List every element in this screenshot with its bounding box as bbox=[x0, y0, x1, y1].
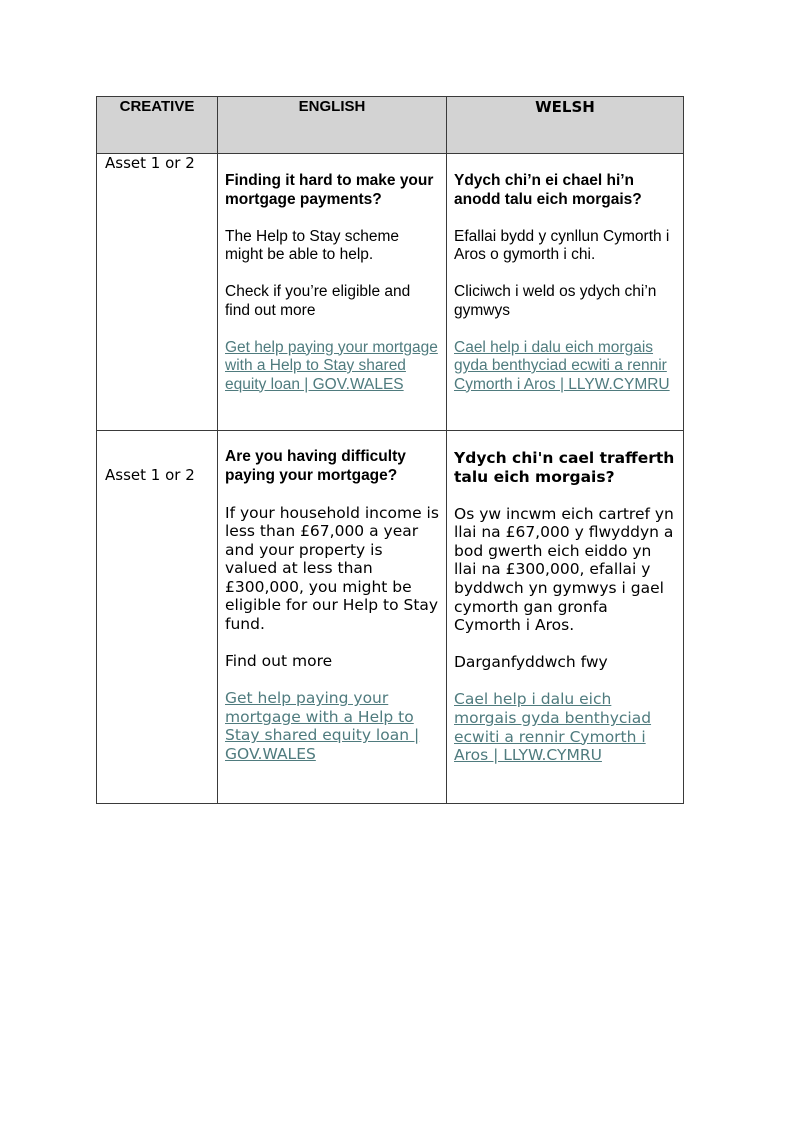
english-cell bbox=[218, 154, 447, 431]
creative-cell bbox=[97, 431, 218, 804]
creative-label: Asset 1 or 2 bbox=[105, 466, 195, 484]
welsh-heading: Ydych chi’n ei chael hi’n anodd talu eich morgais? bbox=[454, 172, 642, 208]
welsh-cta: Darganfyddwch fwy bbox=[454, 653, 608, 672]
header-welsh-label: WELSH bbox=[535, 98, 595, 116]
english-cell bbox=[218, 431, 447, 804]
header-creative bbox=[97, 97, 218, 154]
table-row bbox=[97, 154, 684, 431]
english-heading: Are you having difficulty paying your mortgage? bbox=[225, 448, 406, 484]
welsh-body: Os yw incwm eich cartref yn llai na £67,000 y flwyddyn a bod gwerth eich eiddo yn llai na £300,000, efallai y byddwch yn gymwys i gael cymorth gan gronfa Cymorth i Aros. bbox=[454, 504, 674, 635]
table-row bbox=[97, 431, 684, 804]
english-link[interactable]: Get help paying your mortgage with a Help to Stay shared equity loan | GOV.WALES bbox=[225, 338, 438, 393]
creative-cell bbox=[97, 154, 218, 431]
english-heading: Finding it hard to make your mortgage payments? bbox=[225, 172, 434, 208]
translation-table bbox=[96, 96, 684, 804]
english-link[interactable]: Get help paying your mortgage with a Help to Stay shared equity loan | GOV.WALES bbox=[225, 689, 420, 764]
welsh-cta: Cliciwch i weld os ydych chi’n gymwys bbox=[454, 283, 657, 319]
english-cta: Check if you’re eligible and find out more bbox=[225, 283, 411, 319]
welsh-cell bbox=[447, 431, 684, 804]
welsh-body: Efallai bydd y cynllun Cymorth i Aros o gymorth i chi. bbox=[454, 227, 670, 263]
welsh-link[interactable]: Cael help i dalu eich morgais gyda benthyciad ecwiti a rennir Cymorth i Aros | LLYW.CYMRU bbox=[454, 690, 652, 765]
creative-label: Asset 1 or 2 bbox=[105, 154, 195, 172]
english-body: If your household income is less than £67,000 a year and your property is valued at less than £300,000, you might be eligible for our Help to Stay fund. bbox=[225, 503, 439, 634]
header-english bbox=[218, 97, 447, 154]
welsh-heading: Ydych chi'n cael trafferth talu eich morgais? bbox=[454, 449, 675, 486]
english-cta: Find out more bbox=[225, 652, 333, 671]
header-creative-label: CREATIVE bbox=[119, 98, 195, 115]
welsh-link[interactable]: Cael help i dalu eich morgais gyda benthyciad ecwiti a rennir Cymorth i Aros | LLYW.CYMRU bbox=[454, 338, 670, 393]
header-english-label: ENGLISH bbox=[298, 98, 366, 115]
header-welsh bbox=[447, 97, 684, 154]
welsh-cell bbox=[447, 154, 684, 431]
english-body: The Help to Stay scheme might be able to help. bbox=[225, 227, 400, 263]
table-header-row bbox=[97, 97, 684, 154]
